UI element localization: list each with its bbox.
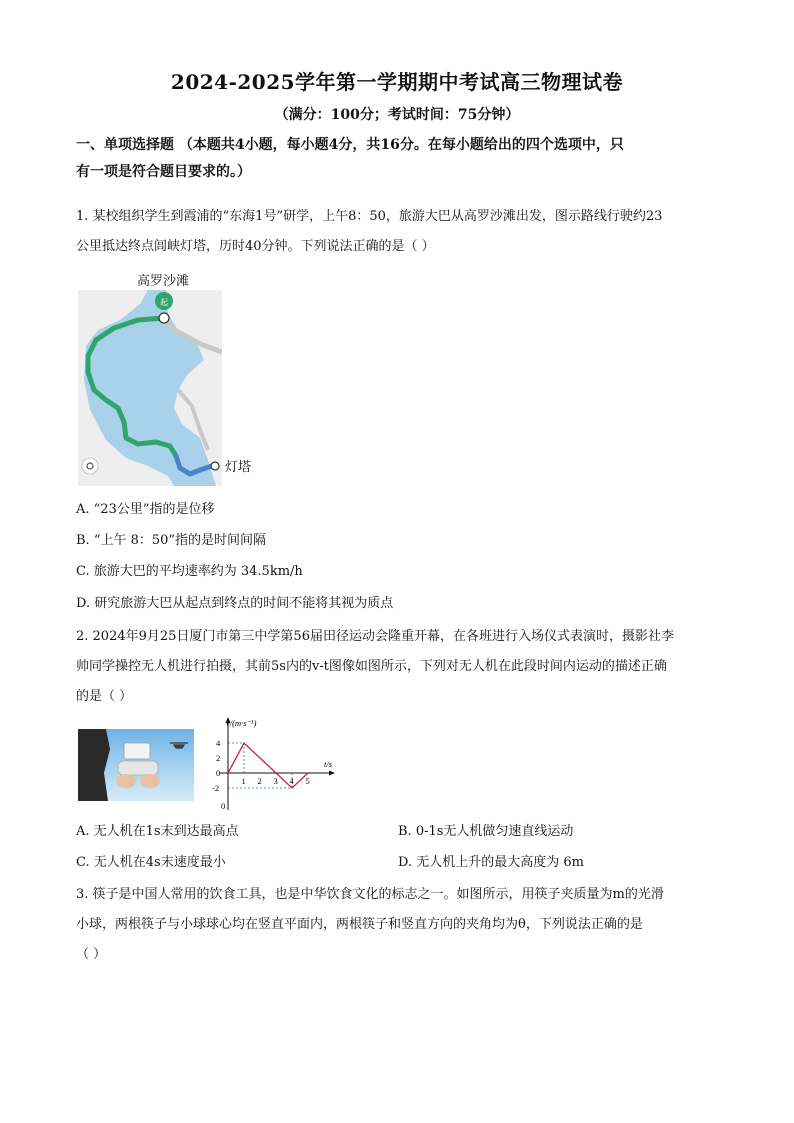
map-start-label: 高罗沙滩 xyxy=(137,274,190,289)
photo-person-silhouette xyxy=(78,729,110,801)
vt-series-line xyxy=(228,743,308,788)
photo-hand-right xyxy=(140,774,160,788)
exam-title: 2024-2025学年第一学期期中考试高三物理试卷 xyxy=(170,70,624,94)
x-tick-label: 2 xyxy=(257,776,262,786)
question-2-option-c: C. 无人机在4s末速度最小 xyxy=(76,855,226,870)
map-end-point xyxy=(211,462,219,470)
vt-chart-dynamic xyxy=(212,738,310,811)
question-1-option-c: C. 旅游大巴的平均速率约为 34.5km/h xyxy=(76,564,303,579)
y-tick-label: 2 xyxy=(216,753,221,763)
y-tick-label: -2 xyxy=(212,783,220,793)
map-start-point xyxy=(159,313,169,323)
map-start-badge: 起 xyxy=(160,298,168,307)
x-axis-label: t/s xyxy=(324,759,333,769)
section-heading-line2: 有一项是符合题目要求的。） xyxy=(76,164,251,180)
x-tick-label: 0 xyxy=(221,801,226,811)
question-3-stem xyxy=(76,880,716,970)
question-2-stem xyxy=(76,622,716,712)
route-map-figure xyxy=(78,290,222,486)
photo-controller xyxy=(118,761,158,775)
x-tick-label: 1 xyxy=(241,776,246,786)
section-heading xyxy=(76,132,721,186)
drone-photo xyxy=(78,729,194,801)
vt-chart xyxy=(208,714,343,812)
question-2-line2: 帅同学操控无人机进行拍摄，其前5s内的v-t图像如图所示，下列对无人机在此段时间内运动的描述正确 xyxy=(76,659,667,674)
question-2-option-b: B. 0-1s无人机做匀速直线运动 xyxy=(398,824,574,839)
question-1-option-d: D. 研究旅游大巴从起点到终点的时间不能将其视为质点 xyxy=(76,596,394,611)
section-heading-line1: 一、单项选择题 （本题共4小题，每小题4分，共16分。在每小题给出的四个选项中，只 xyxy=(76,137,624,153)
photo-hand-left xyxy=(116,774,136,788)
question-3-line1: 3. 筷子是中国人常用的饮食工具，也是中华饮食文化的标志之一。如图所示，用筷子夹质量为m的光滑 xyxy=(76,887,664,902)
x-axis-arrow xyxy=(329,771,335,776)
question-3-line3: （ ） xyxy=(76,947,107,962)
exam-subtitle: （满分：100分；考试时间：75分钟） xyxy=(274,107,520,123)
question-2-option-a: A. 无人机在1s末到达最高点 xyxy=(76,824,239,839)
map-end-label: 灯塔 xyxy=(225,460,252,475)
x-tick-label: 5 xyxy=(305,776,310,786)
question-1-line2: 公里抵达终点闾峡灯塔，历时40分钟。下列说法正确的是（ ） xyxy=(76,239,435,254)
question-3-line2: 小球，两根筷子与小球球心均在竖直平面内，两根筷子和竖直方向的夹角均为θ，下列说法正确的是 xyxy=(76,917,643,932)
photo-controller-screen xyxy=(124,743,150,759)
question-1-option-a: A. “23公里”指的是位移 xyxy=(76,502,215,517)
y-axis-label: v/(m·s⁻¹) xyxy=(226,718,257,728)
question-2-line1: 2. 2024年9月25日厦门市第三中学第56届田径运动会隆重开幕，在各班进行入场仪式表演时，摄影社李 xyxy=(76,629,674,644)
x-tick-label: 3 xyxy=(273,776,278,786)
locate-icon[interactable] xyxy=(82,458,98,474)
question-1-option-b: B. “上午 8：50”指的是时间间隔 xyxy=(76,533,267,548)
x-tick-label: 4 xyxy=(289,776,294,786)
question-2-line3: 的是（ ） xyxy=(76,689,133,704)
question-1-stem xyxy=(76,202,716,262)
y-tick-label: 4 xyxy=(216,738,221,748)
y-tick-label: 0 xyxy=(216,768,221,778)
question-1-line1: 1. 某校组织学生到霞浦的“东海1号”研学，上午8：50，旅游大巴从高罗沙滩出发，图示路线行驶约23 xyxy=(76,209,663,224)
question-2-option-d: D. 无人机上升的最大高度为 6m xyxy=(398,855,584,870)
